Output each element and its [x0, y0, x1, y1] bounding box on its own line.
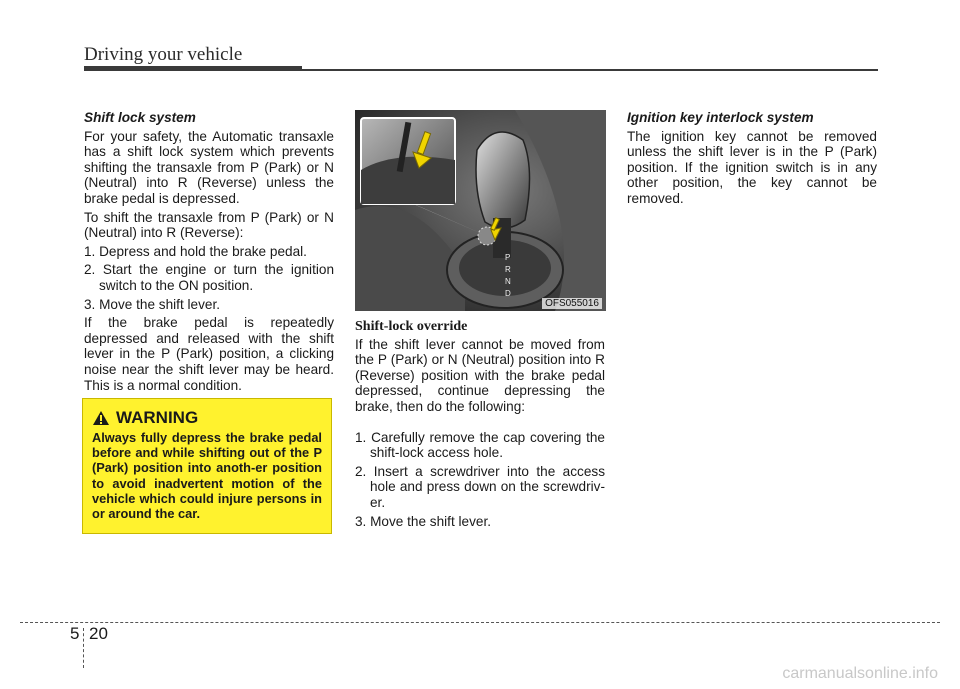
- shift-lever-figure: [355, 110, 606, 311]
- paragraph: If the brake pedal is repeatedly depressed and released with the shift lever in the P (Park) position, a clicking noise near the shift lever may be heard. This is a normal condition.: [84, 315, 334, 393]
- gear-label-r: R: [505, 265, 511, 274]
- watermark: carmanualsonline.info: [782, 665, 938, 682]
- warning-header: [92, 408, 322, 428]
- paragraph: For your safety, the Automatic transaxle has a shift lock system which prevents shifting the transaxle from P (Park) or N (Neutral) into R (Reverse) unless the brake pedal is depressed.: [84, 128, 334, 206]
- gear-label-n: N: [505, 277, 511, 286]
- list-item: 1. Depress and hold the brake pedal.: [84, 243, 307, 259]
- section-title-ignition-key-interlock: Ignition key interlock system: [627, 110, 814, 125]
- gear-label-d: D: [505, 289, 511, 298]
- warning-box: [82, 398, 332, 534]
- list-item: 1. Carefully remove the cap covering the shift-lock access hole.: [355, 429, 605, 461]
- page-number: 20: [89, 624, 108, 643]
- shift-lever-illustration: [355, 110, 606, 311]
- column-shift-lock: [84, 110, 334, 396]
- header-rule-thin: [302, 69, 878, 71]
- list-item: 3. Move the shift lever.: [355, 513, 492, 529]
- section-title-shift-lock: Shift lock system: [84, 110, 196, 125]
- gear-label-p: P: [505, 253, 511, 262]
- paragraph: If the shift lever cannot be moved from the P (Park) or N (Neutral) position into R (Reverse) position with the brake pedal depressed, continue depressing the brake, then do the following:: [355, 336, 605, 414]
- page-title: Driving your vehicle: [84, 44, 243, 65]
- column-ignition-key-interlock: [627, 110, 877, 210]
- warning-title: WARNING: [116, 408, 199, 427]
- list-item: 2. Start the engine or turn the ignition switch to the ON position.: [84, 262, 334, 293]
- warning-text: Always fully depress the brake pedal before and while shifting out of the P (Park) position into anoth-er position to avoid inadvertent motion of the vehicle which could injure persons in or around the car.: [92, 430, 322, 522]
- header-rule-thick: [84, 66, 302, 71]
- paragraph: To shift the transaxle from P (Park) or N (Neutral) into R (Reverse):: [84, 209, 334, 241]
- figure-code-label: OFS055016: [542, 298, 602, 309]
- steps-list: [84, 244, 334, 312]
- footer-rule: [20, 622, 940, 623]
- spacer: [355, 418, 605, 430]
- footer-divider: [83, 628, 84, 668]
- paragraph: The ignition key cannot be removed unless the shift lever is in the P (Park) position. If the ignition switch is in any other position, the key cannot be removed.: [627, 128, 877, 206]
- steps-list: [355, 430, 605, 530]
- column-shift-lock-override: [355, 314, 605, 532]
- section-title-shift-lock-override: Shift-lock override: [355, 319, 468, 334]
- warning-triangle-icon: [92, 410, 110, 426]
- list-item: 3. Move the shift lever.: [84, 296, 221, 312]
- list-item: 2. Insert a screwdriver into the access hole and press down on the screwdriv-er.: [355, 463, 605, 510]
- chapter-number: 5: [70, 624, 80, 643]
